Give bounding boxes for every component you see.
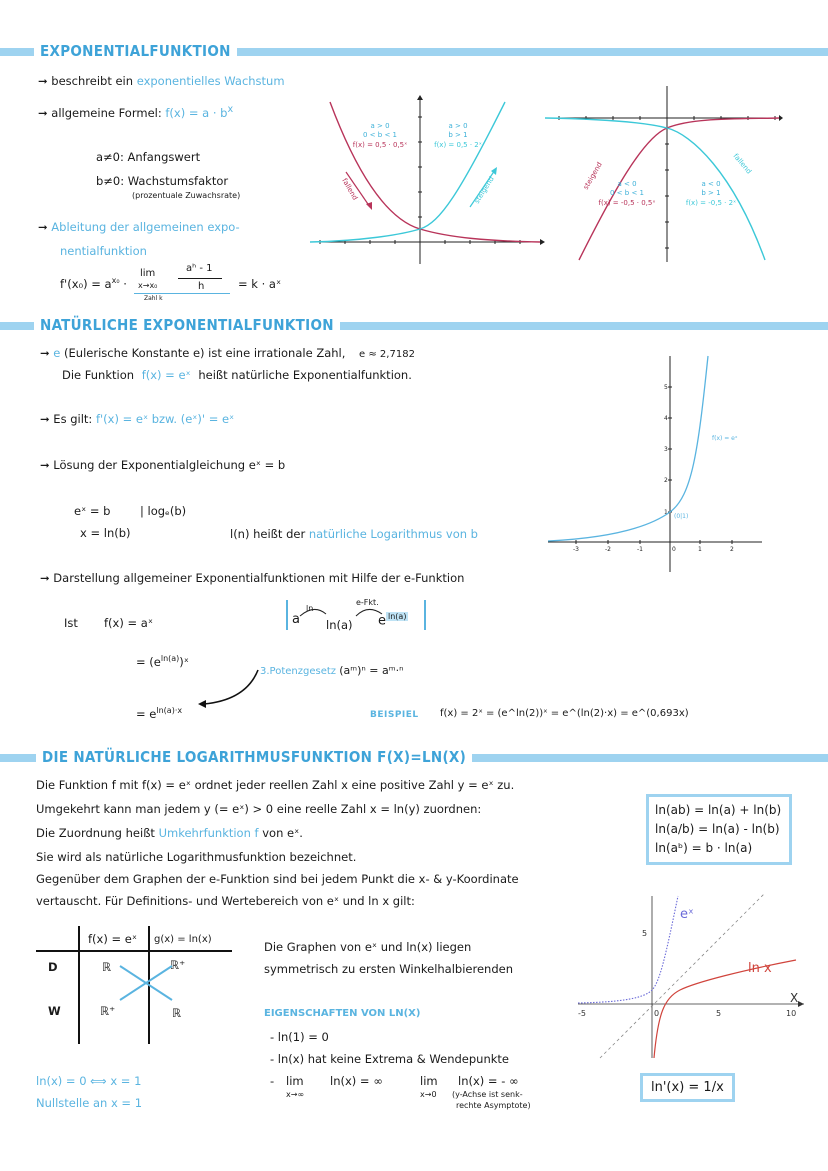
sec3-p5: Gegenüber dem Graphen der e-Funktion sind bei jedem Punkt die x- & y-Koordinate bbox=[36, 872, 519, 886]
lim-2-sub: x→0 bbox=[420, 1090, 437, 1099]
ln-derivative-box: ln'(x) = 1/x bbox=[640, 1073, 735, 1102]
highlight-text: natürliche Logarithmus von b bbox=[308, 527, 478, 541]
bracket-efkt: e-Fkt. bbox=[356, 598, 379, 607]
text: heißt natürliche Exponentialfunktion. bbox=[198, 368, 412, 382]
step-2 bbox=[136, 706, 182, 721]
x-label-5: 5 bbox=[716, 1009, 722, 1018]
table-row-d: D bbox=[48, 960, 58, 974]
sec1-line-1 bbox=[38, 74, 285, 88]
lim-1-val: ln(x) = ∞ bbox=[330, 1074, 383, 1088]
text: = (e bbox=[136, 654, 161, 669]
y-axis-arrow bbox=[417, 95, 423, 100]
derivative-lim: lim bbox=[140, 268, 156, 279]
derivative-note: Zahl k bbox=[144, 295, 163, 302]
rule-3: ln(aᵇ) = b · ln(a) bbox=[655, 841, 753, 855]
g2-fallend: fallend bbox=[731, 152, 753, 176]
eig-title: EIGENSCHAFTEN VON LN(X) bbox=[264, 1008, 421, 1019]
text: f'(x₀) = a bbox=[60, 276, 112, 291]
svg-text:0: 0 bbox=[672, 546, 676, 553]
formula bbox=[165, 106, 233, 120]
log-rules-box bbox=[646, 794, 792, 865]
es-gilt bbox=[40, 412, 234, 426]
table-header-1: f(x) = eˣ bbox=[88, 932, 137, 946]
bracket-arrows bbox=[296, 604, 396, 618]
y-label-5: 5 bbox=[642, 929, 648, 938]
exp-graph-positive bbox=[300, 92, 545, 267]
bracket-lna: ln(a) bbox=[326, 618, 353, 632]
derivative-num: aʰ - 1 bbox=[186, 263, 213, 274]
zero-1: ln(x) = 0 ⟺ x = 1 bbox=[36, 1074, 142, 1088]
svg-text:-3: -3 bbox=[573, 546, 579, 553]
step-1 bbox=[136, 654, 189, 669]
arrow-right-icon: ➞ bbox=[40, 458, 50, 472]
section-2-title: NATÜRLICHE EXPONENTIALFUNKTION bbox=[34, 316, 340, 334]
derivative-rhs: = k · aˣ bbox=[238, 277, 282, 291]
sec3-p2: Umgekehrt kann man jedem y (= eˣ) > 0 eine reelle Zahl x = ln(y) zuordnen: bbox=[36, 802, 482, 816]
formula: (aᵐ)ⁿ = aᵐ·ⁿ bbox=[339, 664, 404, 677]
sym-2: symmetrisch zu ersten Winkelhalbierenden bbox=[264, 962, 513, 976]
g2-left-b: 0 < b < 1 bbox=[610, 189, 644, 197]
b-note: (prozentuale Zuwachsrate) bbox=[132, 191, 241, 200]
lim-2-note-1: (y-Achse ist senk- bbox=[452, 1090, 523, 1099]
ex-curve bbox=[578, 896, 678, 1003]
sec3-p4: Sie wird als natürliche Logarithmusfunktion bezeichnet. bbox=[36, 850, 357, 864]
text: Die Zuordnung heißt bbox=[36, 826, 155, 840]
section-3-title: DIE NATÜRLICHE LOGARITHMUSFUNKTION F(X)=LN(X) bbox=[36, 748, 472, 766]
abl-line-2: nentialfunktion bbox=[60, 244, 147, 258]
eq-2: x = ln(b) bbox=[80, 526, 131, 540]
text: )ˣ bbox=[179, 654, 189, 669]
arrow-right-icon: ➞ bbox=[38, 220, 48, 234]
curved-arrow bbox=[196, 668, 262, 710]
x-label-0: 0 bbox=[654, 1009, 660, 1018]
svg-text:-1: -1 bbox=[637, 546, 643, 553]
table-cell-21: ℝ⁺ bbox=[100, 1004, 116, 1018]
a-definition: a≠0: Anfangswert bbox=[96, 150, 201, 164]
text: von eˣ. bbox=[262, 826, 303, 840]
g1-left-a: a > 0 bbox=[370, 122, 390, 130]
beispiel-label: BEISPIEL bbox=[370, 710, 419, 720]
text: allgemeine Formel: bbox=[51, 105, 162, 120]
eq-1b: | logₑ(b) bbox=[140, 504, 187, 518]
table-hline bbox=[36, 950, 232, 952]
table-cell-22: ℝ bbox=[172, 1006, 182, 1020]
ticks bbox=[576, 387, 732, 544]
rule-2: ln(a/b) = ln(a) - ln(b) bbox=[655, 822, 780, 836]
text: Lösung der Exponentialgleichung eˣ = b bbox=[53, 458, 286, 472]
text: l(n) heißt der bbox=[230, 527, 306, 541]
arrow-right-icon: ➞ bbox=[40, 412, 50, 426]
eig-1: - ln(1) = 0 bbox=[270, 1030, 329, 1044]
darstellung bbox=[40, 571, 464, 585]
g2-left-a: a < 0 bbox=[617, 180, 637, 188]
highlight-text: Umkehrfunktion f bbox=[158, 826, 259, 840]
formula-text: f(x) = a · b bbox=[165, 105, 228, 120]
highlight-text: 3.Potenzgesetz bbox=[260, 666, 337, 677]
text: Ableitung der allgemeinen expo- bbox=[51, 220, 240, 234]
e-exp: ln(a) bbox=[388, 612, 407, 621]
exp-graph-negative bbox=[543, 82, 783, 264]
derivative-lhs: $f'(x_0) = a^{x_0}$ · bbox=[60, 276, 127, 291]
g2-left-f: f(x) = -0,5 · 0,5ˣ bbox=[598, 199, 656, 207]
lnx-curve bbox=[654, 960, 799, 1058]
exp: ln(a) bbox=[160, 654, 180, 663]
table-cell-11: ℝ bbox=[102, 960, 112, 974]
sec2-line-1 bbox=[40, 346, 415, 360]
x-axis-label: X bbox=[790, 991, 799, 1005]
formula-exp: x bbox=[227, 104, 234, 115]
derivative-lim-sub: x→x₀ bbox=[138, 281, 158, 290]
arrow-right-icon: ➞ bbox=[40, 571, 50, 585]
abl-line-1 bbox=[38, 220, 240, 234]
fraction-bar bbox=[178, 278, 222, 279]
highlight-text: f'(x) = eˣ bzw. (eˣ)' = eˣ bbox=[95, 412, 235, 426]
zero-2: Nullstelle an x = 1 bbox=[36, 1096, 143, 1110]
beispiel-formula: f(x) = 2ˣ = (e^ln(2))ˣ = e^(ln(2)·x) = e^(0,693x) bbox=[440, 708, 689, 719]
g1-right-a: a > 0 bbox=[448, 122, 468, 130]
table-cell-12: ℝ⁺ bbox=[170, 958, 186, 972]
exp: ln(a)·x bbox=[156, 706, 183, 715]
curve-rising-neg bbox=[579, 118, 779, 260]
svg-text:4: 4 bbox=[664, 415, 668, 422]
sec3-p3 bbox=[36, 826, 303, 840]
derivative-den: h bbox=[198, 281, 205, 292]
table-vline bbox=[78, 926, 80, 1044]
lim-2-note-2: rechte Asymptote) bbox=[456, 1101, 531, 1110]
sym-1: Die Graphen von eˣ und ln(x) liegen bbox=[264, 940, 472, 954]
curve-falling-neg bbox=[545, 118, 765, 260]
ex-point: (0|1) bbox=[674, 513, 689, 520]
arrow-right-icon: ➞ bbox=[38, 105, 48, 120]
bracket-a: a bbox=[292, 612, 300, 627]
ex-graph bbox=[548, 352, 768, 574]
lim-1: lim bbox=[286, 1074, 304, 1088]
e-symbol: e bbox=[53, 346, 61, 360]
loesung bbox=[40, 458, 285, 472]
eig-3-dash: - bbox=[270, 1074, 275, 1088]
domain-range-table bbox=[36, 926, 236, 1046]
section-1-title: EXPONENTIALFUNKTION bbox=[34, 42, 237, 60]
x-label-m5: -5 bbox=[578, 1009, 586, 1018]
svg-text:2: 2 bbox=[730, 546, 734, 553]
e-approx: e ≈ 2,7182 bbox=[359, 349, 415, 360]
ex-label: eˣ bbox=[680, 907, 694, 922]
text: Die Funktion bbox=[62, 368, 135, 382]
table-cross bbox=[114, 960, 178, 1006]
sec3-p6: vertauscht. Für Definitions- und Wertebereich von eˣ und ln x gilt: bbox=[36, 894, 415, 908]
bracket-ln-label: ln bbox=[306, 604, 314, 613]
b-definition: b≠0: Wachstumsfaktor bbox=[96, 174, 229, 188]
table-row-w: W bbox=[48, 1004, 61, 1018]
fx-def: f(x) = aˣ bbox=[104, 616, 153, 630]
g2-right-f: f(x) = -0,5 · 2ˣ bbox=[685, 199, 737, 207]
lim-2-val: ln(x) = - ∞ bbox=[458, 1074, 519, 1088]
eq-1: eˣ = b bbox=[74, 504, 111, 518]
x-label-10: 10 bbox=[786, 1009, 797, 1018]
g1-right-b: b > 1 bbox=[448, 131, 468, 139]
ln-def bbox=[230, 527, 478, 541]
svg-text:3: 3 bbox=[664, 446, 668, 453]
x-axis-arrow bbox=[798, 1001, 804, 1007]
g1-left-f: f(x) = 0,5 · 0,5ˣ bbox=[352, 141, 408, 149]
arrow-right-icon: ➞ bbox=[38, 74, 48, 88]
lnx-label: ln x bbox=[748, 961, 772, 976]
rule-1: ln(ab) = ln(a) + ln(b) bbox=[655, 803, 782, 817]
sec1-line-2 bbox=[38, 104, 233, 120]
g2-right-a: a < 0 bbox=[701, 180, 721, 188]
potenzgesetz bbox=[260, 664, 403, 677]
text: = e bbox=[136, 706, 157, 721]
text: beschreibt ein bbox=[51, 74, 134, 88]
svg-text:1: 1 bbox=[664, 509, 668, 516]
g1-steigend: steigend bbox=[472, 175, 496, 206]
highlight-text: exponentielles Wachstum bbox=[136, 74, 285, 88]
ln-ex-graph bbox=[574, 894, 804, 1060]
lim-1-sub: x→∞ bbox=[286, 1090, 305, 1099]
x-axis-arrow bbox=[779, 115, 783, 121]
g2-right-b: b > 1 bbox=[701, 189, 721, 197]
g1-left-b: 0 < b < 1 bbox=[363, 131, 397, 139]
svg-text:1: 1 bbox=[698, 546, 702, 553]
svg-text:5: 5 bbox=[664, 384, 668, 391]
table-header-2: g(x) = ln(x) bbox=[154, 934, 212, 945]
sec2-line-2 bbox=[62, 368, 412, 382]
tick-labels bbox=[573, 384, 734, 553]
g1-right-f: f(x) = 0,5 · 2ˣ bbox=[434, 141, 482, 149]
text: Es gilt: bbox=[53, 412, 93, 426]
svg-text:2: 2 bbox=[664, 477, 668, 484]
text: Darstellung allgemeiner Exponentialfunktionen mit Hilfe der e-Funktion bbox=[53, 571, 465, 585]
sec3-p1: Die Funktion f mit f(x) = eˣ ordnet jeder reellen Zahl x eine positive Zahl y = eˣ zu. bbox=[36, 778, 515, 792]
e-base: e bbox=[378, 613, 386, 629]
curve-falling bbox=[330, 102, 540, 242]
lim-2: lim bbox=[420, 1074, 438, 1088]
g2-steigend: steigend bbox=[581, 160, 604, 191]
ist-label: Ist bbox=[64, 616, 78, 630]
arrow-right-icon: ➞ bbox=[40, 346, 50, 360]
text: (Eulerische Konstante e) ist eine irrationale Zahl, bbox=[64, 346, 346, 360]
underline bbox=[134, 293, 230, 294]
eig-2: - ln(x) hat keine Extrema & Wendepunkte bbox=[270, 1052, 509, 1066]
highlight-text: f(x) = eˣ bbox=[141, 368, 191, 382]
exp: x₀ bbox=[111, 276, 120, 285]
g1-fallend: fallend bbox=[340, 177, 360, 202]
curve-rising bbox=[310, 102, 505, 242]
ex-label: f(x) = eˣ bbox=[712, 435, 738, 442]
svg-text:-2: -2 bbox=[605, 546, 611, 553]
